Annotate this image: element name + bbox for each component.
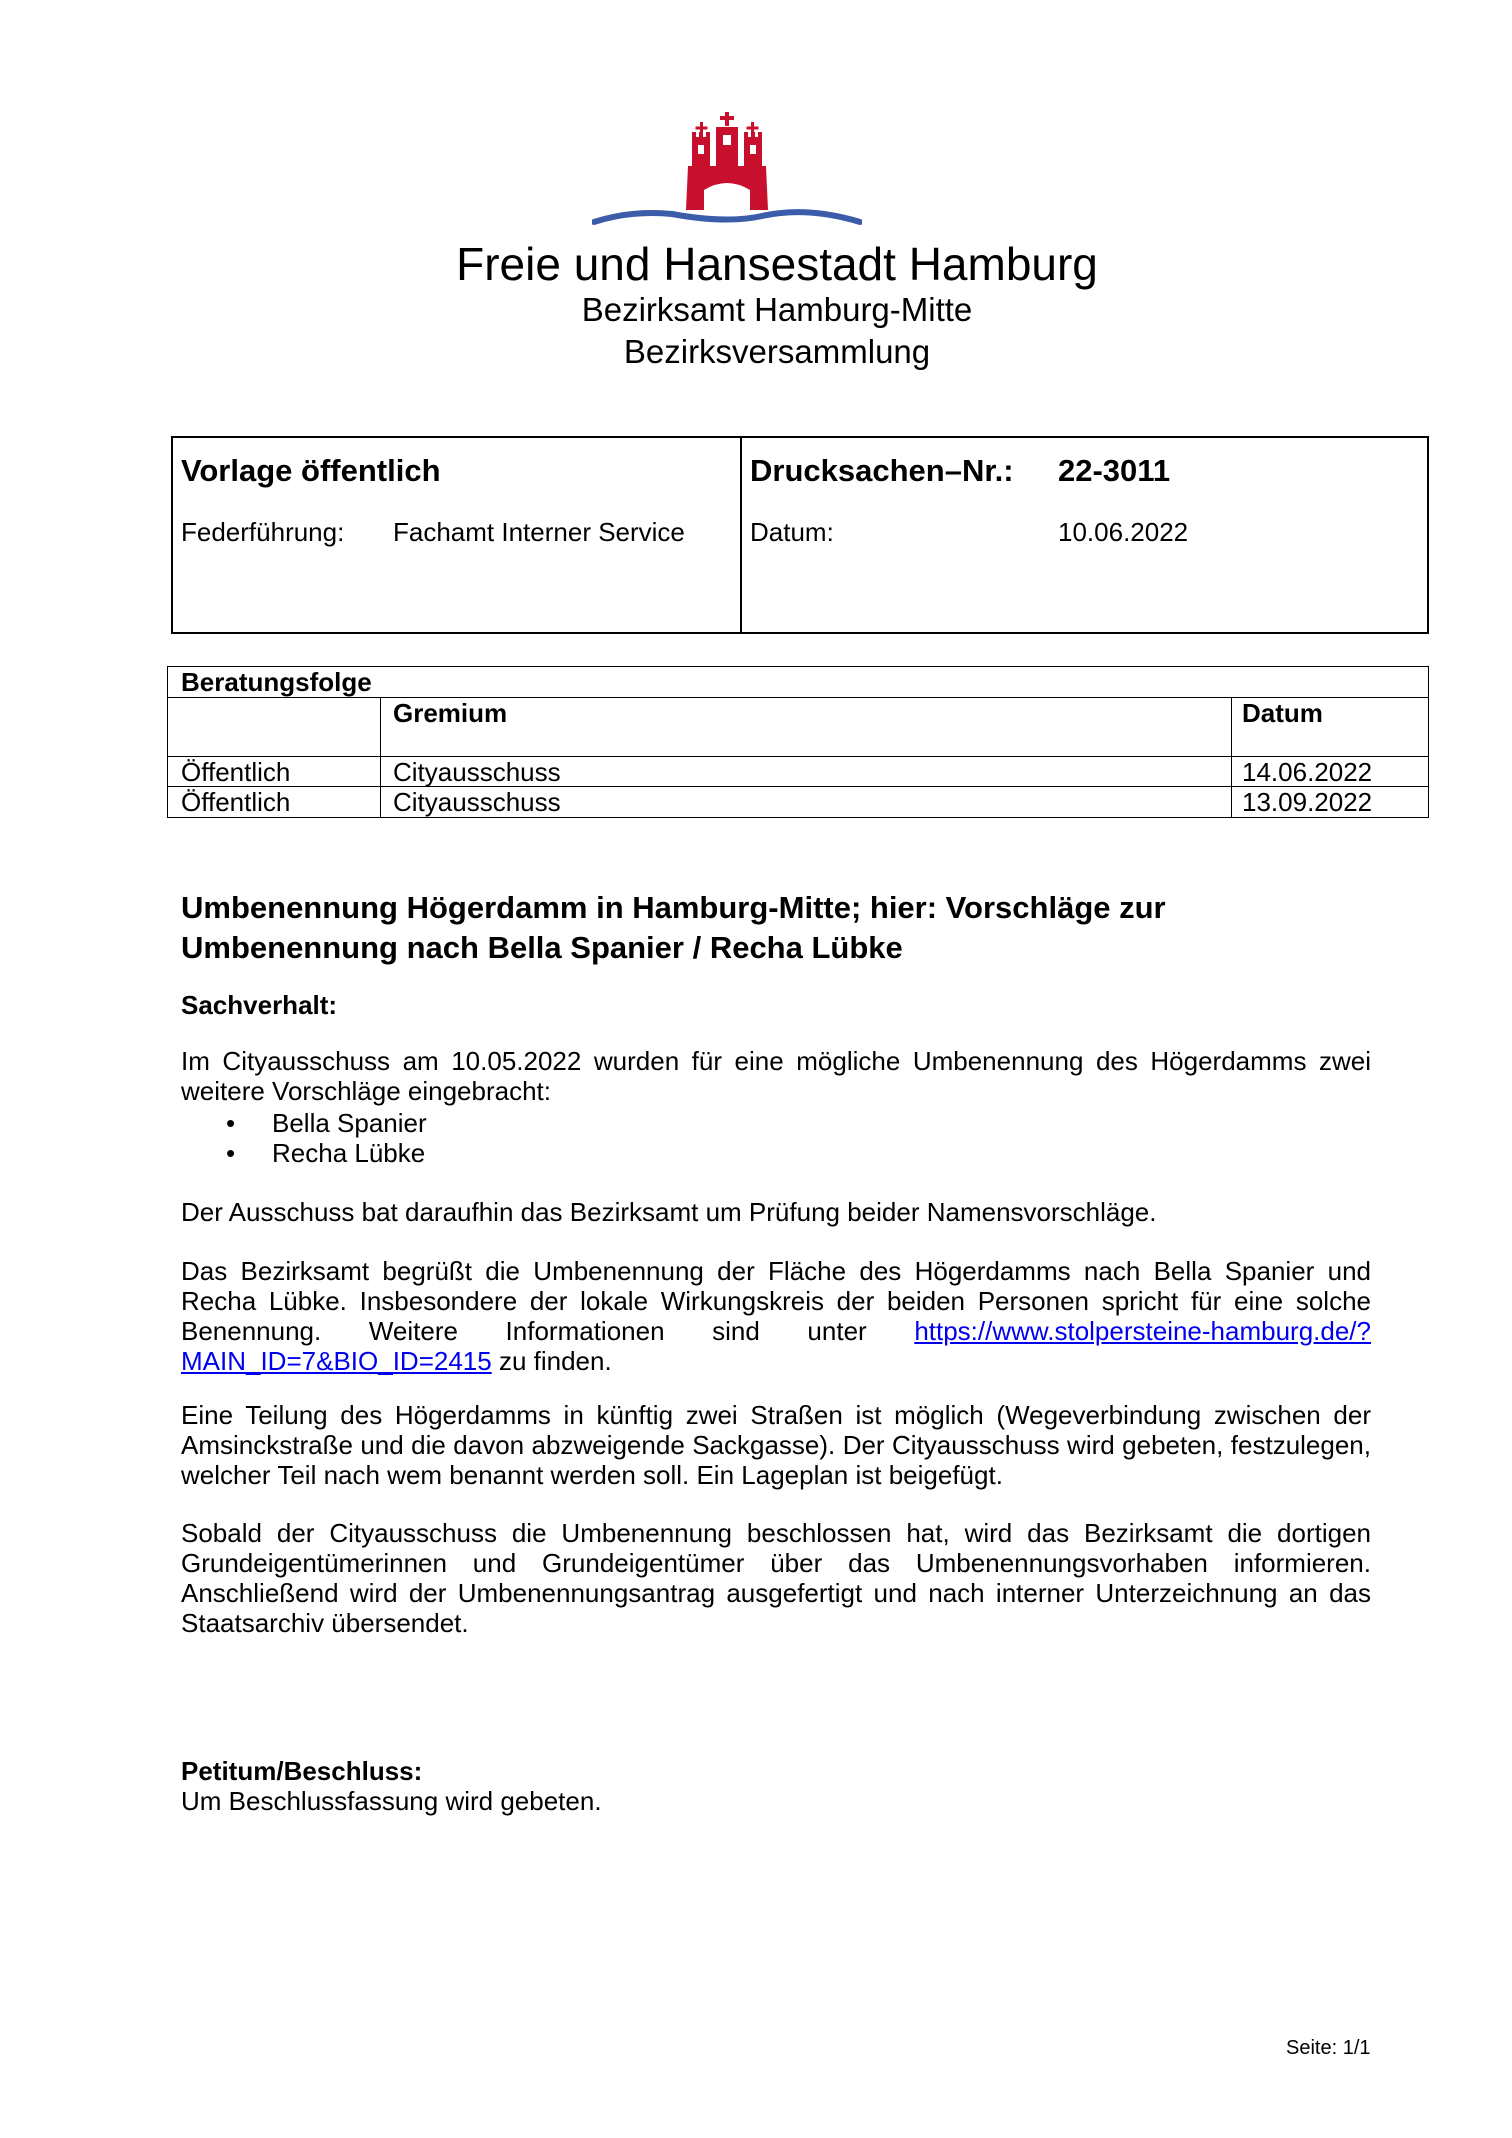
paragraph-text: Das Bezirksamt begrüßt die Umbenennung der Fläche des Högerdamms nach Bella Spanier und Recha Lübke. Insbesondere der lokale Wirkungskreis der beiden Personen spricht für eine solche Benennung. Weitere Informationen sind unter <box>181 1256 1371 1346</box>
info-box-divider <box>740 436 742 634</box>
list-item: Recha Lübke <box>272 1138 426 1168</box>
table-row-date: 13.09.2022 <box>1242 787 1373 817</box>
print-number-label: Drucksachen–Nr.: <box>750 453 1014 488</box>
date-label: Datum: <box>750 517 834 547</box>
organization-name: Freie und Hansestadt Hamburg <box>456 238 1098 290</box>
paragraph-text-end: zu finden. <box>498 1346 612 1376</box>
facts-heading: Sachverhalt: <box>181 990 338 1020</box>
petition-heading: Petitum/Beschluss: <box>181 1756 423 1786</box>
stolpersteine-link[interactable]: https://www.stolpersteine-hamburg.de/?MAIN_ID=7&BIO_ID=2415 <box>181 1316 1371 1376</box>
lead-label: Federführung: <box>181 517 345 547</box>
hamburg-coat-of-arms-logo <box>592 110 862 235</box>
paragraph-next-steps: Sobald der Cityausschuss die Umbenennung beschlossen hat, wird das Bezirksamt die dortigen Grundeigentümerinnen und Grundeigentümer über das Umbenennungsvorhaben informieren. Anschließend wird der Umbenennungsantrag ausgefertigt und nach interner Unterzeichnung an das Staatsarchiv übersendet. <box>181 1518 1371 1638</box>
visibility-label: Vorlage öffentlich <box>181 453 441 488</box>
table-row-date: 14.06.2022 <box>1242 757 1373 787</box>
assembly-name: Bezirksversammlung <box>623 333 931 370</box>
table-row-status: Öffentlich <box>181 787 291 817</box>
paragraph-district-office <box>181 1256 1371 1376</box>
petition-text: Um Beschlussfassung wird gebeten. <box>181 1786 602 1816</box>
document-title: Umbenennung Högerdamm in Hamburg-Mitte; hier: Vorschläge zur Umbenennung nach Bella Spanier / Recha Lübke <box>181 890 1166 965</box>
bullet-icon: • <box>226 1108 236 1138</box>
table-row-body: Cityausschuss <box>393 787 561 817</box>
table-row-status: Öffentlich <box>181 757 291 787</box>
consultation-header-body: Gremium <box>393 698 508 728</box>
paragraph-street-division: Eine Teilung des Högerdamms in künftig zwei Straßen ist möglich (Wegeverbindung zwischen der Amsinckstraße und die davon abzweigende Sackgasse). Der Cityausschuss wird gebeten, festzulegen, welcher Teil nach wem benannt werden soll. Ein Lageplan ist beigefügt. <box>181 1400 1371 1490</box>
lead-value: Fachamt Interner Service <box>393 517 685 547</box>
table-row-body: Cityausschuss <box>393 757 561 787</box>
page-number: Seite: 1/1 <box>1286 2037 1371 2059</box>
list-item: Bella Spanier <box>272 1108 427 1138</box>
print-number-value: 22-3011 <box>1058 453 1171 488</box>
bullet-icon: • <box>226 1138 236 1168</box>
consultation-header-date: Datum <box>1242 698 1323 728</box>
paragraph-intro: Im Cityausschuss am 10.05.2022 wurden für eine mögliche Umbenennung des Högerdamms zwei weitere Vorschläge eingebracht: <box>181 1046 1371 1106</box>
paragraph-committee-request: Der Ausschuss bat daraufhin das Bezirksamt um Prüfung beider Namensvorschläge. <box>181 1197 1157 1227</box>
date-value: 10.06.2022 <box>1058 517 1189 547</box>
consultation-title: Beratungsfolge <box>181 667 372 697</box>
office-name: Bezirksamt Hamburg-Mitte <box>581 291 973 328</box>
